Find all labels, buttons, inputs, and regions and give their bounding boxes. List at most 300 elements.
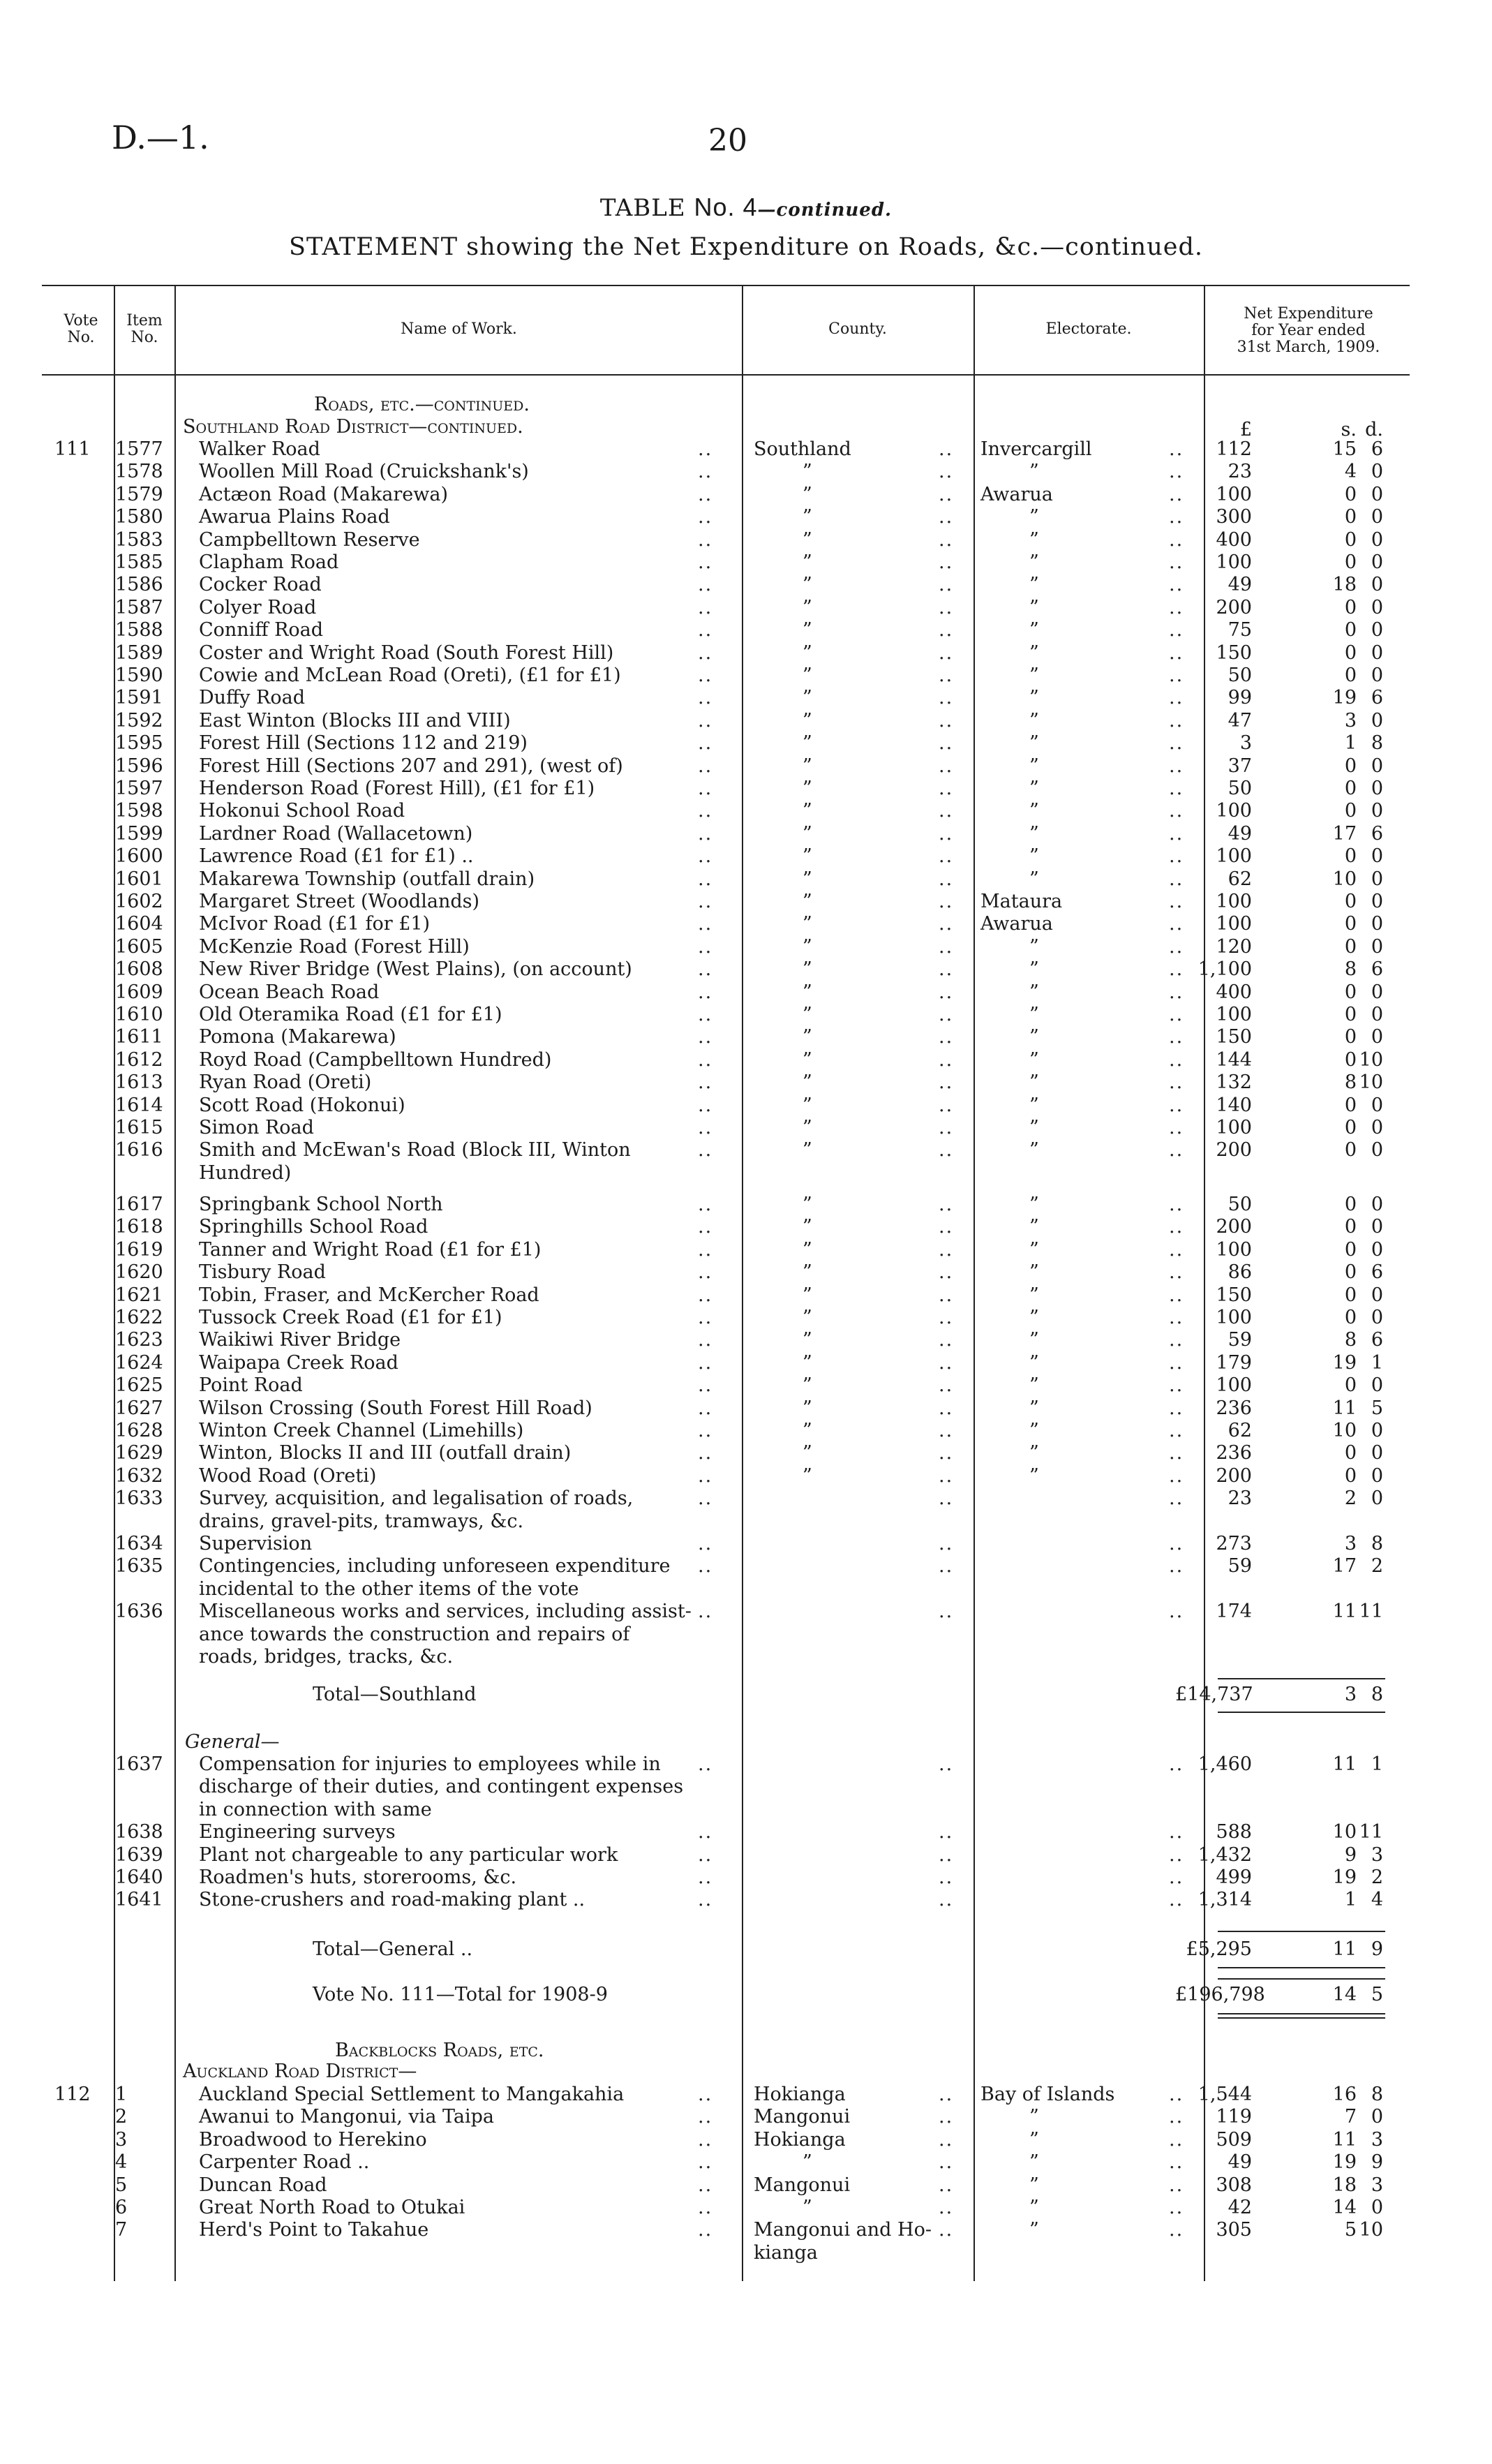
amount-pence: 0 [1371, 1194, 1383, 1215]
leader-dots: .. [1169, 1397, 1184, 1419]
amount-pence: 6 [1371, 687, 1383, 709]
amount-shillings: 2 [1344, 1487, 1357, 1510]
item-number: 1609 [115, 981, 163, 1003]
electorate-name: ” [1029, 1117, 1039, 1138]
leader-dots: .. [939, 755, 954, 777]
table-row [0, 438, 1492, 461]
item-number: 5 [115, 2174, 128, 2196]
county-name: ” [803, 1026, 812, 1048]
total-southland-row [0, 1684, 1492, 1706]
amount-pence: 6 [1371, 958, 1383, 981]
vote-total-rule-bottom-2 [1218, 2017, 1385, 2019]
leader-dots: .. [1169, 2151, 1184, 2174]
item-number: 1639 [115, 1843, 163, 1866]
electorate-name: ” [1029, 1194, 1039, 1215]
amount-shillings: 0 [1344, 1004, 1357, 1025]
leader-dots: .. [1169, 1026, 1184, 1048]
leader-dots: .. [698, 1420, 713, 1441]
county-name: ” [803, 935, 812, 958]
work-name: Winton, Blocks II and III (outfall drain) [199, 1442, 572, 1464]
electorate-name: ” [1029, 958, 1039, 981]
leader-dots: .. [698, 2219, 713, 2241]
table-row [0, 710, 1492, 732]
work-name: McIvor Road (£1 for £1) [199, 913, 431, 935]
table-row [0, 823, 1492, 845]
work-name: Clapham Road [199, 551, 339, 573]
amount-pounds: 23 [1228, 461, 1252, 483]
leader-dots: .. [1169, 574, 1184, 596]
leader-dots: .. [1169, 1048, 1184, 1071]
work-name: ance towards the construction and repairs of [199, 1623, 630, 1645]
leader-dots: .. [1169, 868, 1184, 890]
amount-shillings: 4 [1344, 461, 1357, 483]
county-name: ” [803, 551, 812, 573]
work-name: Stone-crushers and road-making plant .. [199, 1889, 585, 1911]
work-name: Smith and McEwan's Road (Block III, Winton [199, 1139, 631, 1162]
table-row [0, 845, 1492, 868]
leader-dots: .. [1169, 755, 1184, 777]
page-number: 20 [708, 123, 747, 158]
leader-dots: .. [939, 935, 954, 958]
amount-shillings: 16 [1332, 2084, 1357, 2105]
county-name: ” [803, 574, 812, 596]
work-name: discharge of their duties, and contingent expenses [199, 1776, 684, 1798]
work-name: Old Oteramika Road (£1 for £1) [199, 1004, 502, 1025]
county-name: ” [803, 2197, 812, 2218]
table-row [0, 1307, 1492, 1329]
item-number: 1578 [115, 461, 163, 483]
work-name: Point Road [199, 1374, 303, 1397]
amount-pounds: 100 [1216, 1004, 1252, 1025]
work-name: Lardner Road (Wallacetown) [199, 822, 473, 845]
county-name: ” [803, 687, 812, 709]
county-name: kianga [754, 2241, 818, 2264]
amount-shillings: 0 [1344, 800, 1357, 822]
amount-pounds: 100 [1216, 1307, 1252, 1328]
amount-pence: 9 [1371, 2151, 1383, 2174]
item-number: 1635 [115, 1555, 163, 1578]
amount-pounds: 50 [1228, 778, 1252, 799]
section-backblocks-roads: Backblocks Roads, etc. [335, 2040, 544, 2061]
leader-dots: .. [939, 1026, 954, 1048]
amount-shillings: 11 [1332, 1753, 1357, 1775]
work-name: Engineering surveys [199, 1821, 396, 1843]
leader-dots: .. [698, 687, 713, 709]
amount [1214, 868, 1389, 891]
table-row [0, 1420, 1492, 1442]
leader-dots: .. [939, 1261, 954, 1284]
leader-dots: .. [698, 2151, 713, 2174]
amount-pounds: 49 [1228, 2151, 1252, 2174]
amount [1198, 2084, 1389, 2106]
total-general-rule-top [1218, 1931, 1385, 1932]
work-name: Supervision [199, 1533, 313, 1554]
leader-dots: .. [939, 438, 954, 460]
amount-pounds: 236 [1216, 1397, 1252, 1419]
work-name: incidental to the other items of the vote [199, 1578, 579, 1600]
table-row [0, 1284, 1492, 1307]
work-name: New River Bridge (West Plains), (on account) [199, 958, 632, 981]
header-vote-no: Vote No. [64, 312, 98, 346]
table-row [0, 891, 1492, 913]
table-row [0, 1821, 1492, 1843]
work-name: Cowie and McLean Road (Oreti), (£1 for £1) [199, 665, 621, 686]
item-number: 1583 [115, 528, 163, 551]
amount-pence: 0 [1371, 891, 1383, 912]
leader-dots: .. [939, 1601, 954, 1623]
electorate-name: ” [1029, 1307, 1039, 1328]
vote-total-pence: 5 [1371, 1984, 1383, 2005]
leader-dots: .. [939, 596, 954, 618]
leader-dots: .. [698, 778, 713, 799]
electorate-name: ” [1029, 2174, 1039, 2196]
electorate-name: Mataura [980, 891, 1063, 912]
item-number: 1621 [115, 1284, 163, 1306]
total-southland-pounds: £14,737 [1175, 1684, 1253, 1705]
total-general-shillings: 11 [1332, 1938, 1357, 1960]
work-name: Awanui to Mangonui, via Taipa [199, 2106, 495, 2128]
item-number: 1588 [115, 619, 163, 641]
amount [1214, 755, 1389, 778]
electorate-name: ” [1029, 1238, 1039, 1261]
amount [1214, 529, 1389, 551]
amount-pence: 6 [1371, 822, 1383, 845]
table-row [0, 1555, 1492, 1578]
leader-dots: .. [698, 1533, 713, 1554]
amount-pounds: 150 [1216, 1284, 1252, 1306]
work-name: Henderson Road (Forest Hill), (£1 for £1) [199, 778, 595, 799]
leader-dots: .. [698, 506, 713, 528]
amount [1214, 574, 1389, 596]
county-name: Hokianga [754, 2084, 846, 2105]
amount-pence: 1 [1371, 1753, 1383, 1775]
electorate-name: ” [1029, 1139, 1039, 1162]
work-name: Hundred) [199, 1162, 292, 1184]
item-number: 1620 [115, 1261, 163, 1284]
amount-shillings: 17 [1332, 822, 1357, 845]
item-number: 1591 [115, 687, 163, 709]
table-title [0, 193, 1492, 222]
amount [1214, 2129, 1389, 2151]
item-number: 1600 [115, 845, 163, 868]
amount-pence: 0 [1371, 574, 1383, 596]
electorate-name: ” [1029, 981, 1039, 1003]
county-name: ” [803, 732, 812, 755]
amount [1214, 2197, 1389, 2219]
item-number: 1634 [115, 1533, 163, 1554]
amount-shillings: 0 [1344, 1374, 1357, 1397]
leader-dots: .. [698, 1821, 713, 1843]
table-row [0, 1094, 1492, 1117]
amount-pence: 0 [1371, 845, 1383, 868]
table-row [0, 1533, 1492, 1555]
electorate-name: ” [1029, 1329, 1039, 1351]
leader-dots: .. [1169, 551, 1184, 573]
table-row [0, 1117, 1492, 1139]
item-number: 1617 [115, 1194, 163, 1215]
amount-shillings: 0 [1344, 755, 1357, 777]
work-name: Walker Road [199, 438, 320, 460]
section-southland-district: Southland Road District—continued. [183, 416, 523, 438]
leader-dots: .. [698, 1026, 713, 1048]
header-net-expenditure-line1: Net Expenditure [1244, 305, 1373, 322]
item-number: 1602 [115, 891, 163, 912]
amount-pence: 5 [1371, 1397, 1383, 1419]
amount [1214, 778, 1389, 800]
amount-shillings: 0 [1344, 891, 1357, 912]
work-name: Roadmen's huts, storerooms, &c. [199, 1866, 517, 1888]
leader-dots: .. [698, 2197, 713, 2218]
leader-dots: .. [698, 1216, 713, 1238]
leader-dots: .. [939, 2174, 954, 2196]
leader-dots: .. [1169, 732, 1184, 755]
amount-pounds: 200 [1216, 596, 1252, 618]
leader-dots: .. [1169, 1094, 1184, 1116]
amount-pence: 0 [1371, 506, 1383, 528]
leader-dots: .. [1169, 2106, 1184, 2128]
amount-pounds: 100 [1216, 845, 1252, 868]
item-number: 1616 [115, 1139, 163, 1162]
amount [1214, 1442, 1389, 1464]
work-name: Lawrence Road (£1 for £1) .. [199, 845, 474, 868]
leader-dots: .. [939, 1139, 954, 1162]
amount-shillings: 0 [1344, 665, 1357, 686]
amount-shillings: 10 [1332, 868, 1357, 890]
leader-dots: .. [1169, 778, 1184, 799]
county-name: ” [803, 1374, 812, 1397]
leader-dots: .. [698, 619, 713, 641]
amount-pounds: 49 [1228, 822, 1252, 845]
work-name: Campbelltown Reserve [199, 528, 420, 551]
electorate-name: ” [1029, 641, 1039, 664]
amount-pence: 11 [1359, 1601, 1383, 1623]
amount-pounds: 1,100 [1198, 958, 1252, 981]
amount-pounds: 100 [1216, 1117, 1252, 1138]
county-name: ” [803, 891, 812, 912]
amount-pounds: 1,314 [1198, 1889, 1252, 1911]
amount-shillings: 0 [1344, 551, 1357, 573]
county-name: Mangonui [754, 2174, 851, 2196]
table-row [0, 2106, 1492, 2128]
leader-dots: .. [939, 1307, 954, 1328]
table-row [0, 1753, 1492, 1776]
header-net-expenditure [1207, 306, 1410, 356]
work-name: Duncan Road [199, 2174, 327, 2196]
work-name: East Winton (Blocks III and VIII) [199, 709, 511, 732]
leader-dots: .. [698, 2128, 713, 2151]
electorate-name: ” [1029, 1071, 1039, 1094]
item-number: 1619 [115, 1238, 163, 1261]
leader-dots: .. [698, 913, 713, 935]
work-name: Royd Road (Campbelltown Hundred) [199, 1048, 552, 1071]
electorate-name: ” [1029, 528, 1039, 551]
leader-dots: .. [1169, 1307, 1184, 1328]
amount-pounds: 100 [1216, 551, 1252, 573]
item-number: 1604 [115, 913, 163, 935]
county-name: ” [803, 1048, 812, 1071]
leader-dots: .. [698, 868, 713, 890]
work-name: Margaret Street (Woodlands) [199, 891, 480, 912]
table-row [0, 936, 1492, 958]
amount [1214, 710, 1389, 732]
county-name: ” [803, 2151, 812, 2174]
table-row [0, 574, 1492, 596]
vote-total-pounds: £196,798 [1175, 1984, 1265, 2005]
item-number: 1592 [115, 709, 163, 732]
electorate-name: ” [1029, 755, 1039, 777]
amount-shillings: 0 [1344, 981, 1357, 1003]
leader-dots: .. [939, 1194, 954, 1215]
vote-number: 111 [54, 438, 91, 460]
county-name: ” [803, 958, 812, 981]
leader-dots: .. [939, 1821, 954, 1843]
amount-pence: 2 [1371, 1866, 1383, 1888]
amount-shillings: 10 [1332, 1420, 1357, 1441]
amount-pence: 0 [1371, 1307, 1383, 1328]
electorate-name: ” [1029, 845, 1039, 868]
amount-shillings: 14 [1332, 2197, 1357, 2218]
table-row [0, 913, 1492, 935]
amount-pounds: 50 [1228, 665, 1252, 686]
leader-dots: .. [939, 1374, 954, 1397]
electorate-name: ” [1029, 506, 1039, 528]
total-general-pounds: £5,295 [1186, 1938, 1252, 1960]
leader-dots: .. [1169, 709, 1184, 732]
amount-pounds: 179 [1216, 1351, 1252, 1374]
leader-dots: .. [698, 1139, 713, 1162]
table-row [0, 506, 1492, 528]
amount-shillings: 0 [1344, 1139, 1357, 1162]
table-row [0, 868, 1492, 891]
amount-shillings: 0 [1344, 528, 1357, 551]
item-number: 1599 [115, 822, 163, 845]
leader-dots: .. [698, 1071, 713, 1094]
header-item-no: Item No. [126, 312, 163, 346]
amount-shillings: 0 [1344, 1117, 1357, 1138]
table-row [0, 755, 1492, 778]
work-name: Conniff Road [199, 619, 324, 641]
county-name: ” [803, 913, 812, 935]
item-number: 1641 [115, 1889, 163, 1911]
amount-pence: 0 [1371, 1374, 1383, 1397]
table-row [0, 2197, 1492, 2219]
amount-pence: 4 [1371, 1889, 1383, 1911]
electorate-name: Awarua [980, 483, 1053, 505]
leader-dots: .. [939, 1351, 954, 1374]
amount [1214, 1866, 1389, 1889]
amount-shillings: 15 [1332, 438, 1357, 460]
leader-dots: .. [939, 1329, 954, 1351]
leader-dots: .. [698, 1004, 713, 1025]
leader-dots: .. [1169, 822, 1184, 845]
electorate-name: ” [1029, 1397, 1039, 1419]
table-row [0, 1194, 1492, 1216]
electorate-name: ” [1029, 709, 1039, 732]
amount-shillings: 19 [1332, 1866, 1357, 1888]
amount-pence: 0 [1371, 483, 1383, 505]
amount [1214, 1216, 1389, 1238]
header-net-expenditure-line2: for Year ended [1251, 322, 1366, 339]
amount [1214, 1049, 1389, 1071]
item-number: 1587 [115, 596, 163, 618]
county-name: ” [803, 1216, 812, 1238]
leader-dots: .. [939, 845, 954, 868]
leader-dots: .. [1169, 1071, 1184, 1094]
amount-pence: 0 [1371, 1420, 1383, 1441]
amount-shillings: 19 [1332, 2151, 1357, 2174]
amount-pounds: 100 [1216, 891, 1252, 912]
leader-dots: .. [698, 1048, 713, 1071]
county-name: ” [803, 778, 812, 799]
amount-pounds: 62 [1228, 868, 1252, 890]
amount-pence: 0 [1371, 868, 1383, 890]
leader-dots: .. [1169, 1374, 1184, 1397]
amount-pence: 0 [1371, 755, 1383, 777]
leader-dots: .. [939, 2106, 954, 2128]
work-name: Winton Creek Channel (Limehills) [199, 1420, 524, 1441]
table-row [0, 1601, 1492, 1623]
leader-dots: .. [939, 1117, 954, 1138]
amount-pounds: 100 [1216, 800, 1252, 822]
amount [1198, 1753, 1389, 1776]
total-general-label: Total—General .. [313, 1938, 473, 1960]
amount-pounds: 37 [1228, 755, 1252, 777]
amount [1214, 1004, 1389, 1026]
leader-dots: .. [939, 461, 954, 483]
amount-shillings: 11 [1332, 2128, 1357, 2151]
leader-dots: .. [698, 1329, 713, 1351]
amount-pence: 0 [1371, 1216, 1383, 1238]
amount-pounds: 150 [1216, 641, 1252, 664]
leader-dots: .. [1169, 1464, 1184, 1487]
amount-shillings: 8 [1344, 1329, 1357, 1351]
table-row [0, 1646, 1492, 1668]
leader-dots: .. [698, 800, 713, 822]
amount [1214, 1555, 1389, 1578]
amount-pence: 0 [1371, 596, 1383, 618]
county-name: ” [803, 755, 812, 777]
leader-dots: .. [1169, 1533, 1184, 1554]
table-row [0, 619, 1492, 641]
amount-pounds: 236 [1216, 1442, 1252, 1464]
amount [1214, 551, 1389, 574]
work-name: Cocker Road [199, 574, 322, 596]
amount [1214, 1420, 1389, 1442]
leader-dots: .. [698, 1866, 713, 1888]
leader-dots: .. [698, 528, 713, 551]
section-general: General— [185, 1731, 280, 1753]
county-name: ” [803, 665, 812, 686]
county-name: ” [803, 1004, 812, 1025]
amount-shillings: 18 [1332, 2174, 1357, 2196]
item-number: 1585 [115, 551, 163, 573]
amount [1214, 2174, 1389, 2197]
leader-dots: .. [939, 1843, 954, 1866]
electorate-name: ” [1029, 2128, 1039, 2151]
leader-dots: .. [698, 958, 713, 981]
amount-shillings: 5 [1344, 2219, 1357, 2241]
leader-dots: .. [939, 2151, 954, 2174]
item-number: 6 [115, 2197, 128, 2218]
table-row [0, 1261, 1492, 1284]
amount-pence: 0 [1371, 709, 1383, 732]
item-number: 2 [115, 2106, 128, 2128]
table-row [0, 981, 1492, 1004]
amount [1214, 1465, 1389, 1487]
leader-dots: .. [939, 1048, 954, 1071]
leader-dots: .. [939, 528, 954, 551]
table-row [0, 2129, 1492, 2151]
